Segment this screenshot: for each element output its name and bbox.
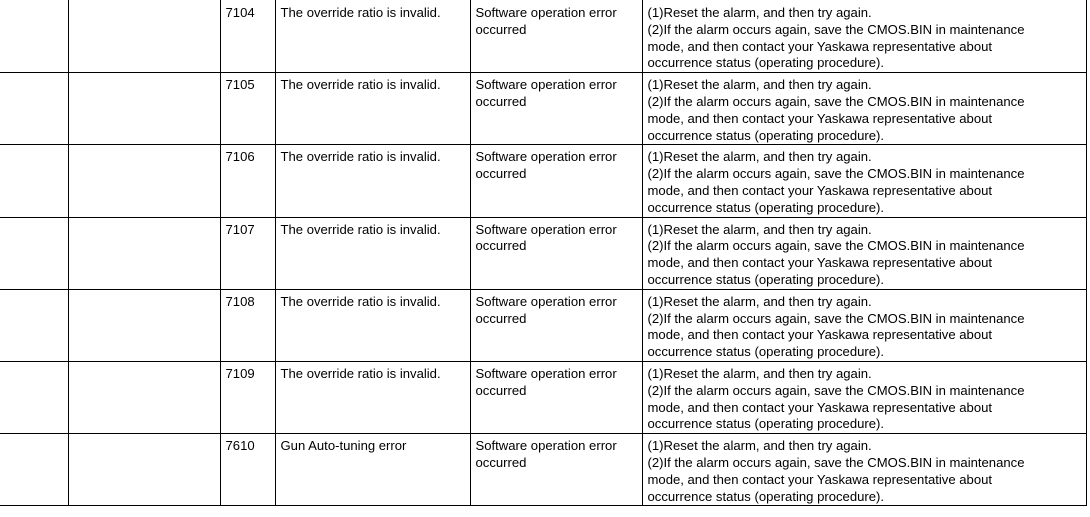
alarm-remedy-cell [642, 434, 1086, 506]
alarm-cause-cell [470, 145, 642, 217]
alarm-message-cell: Gun Auto-tuning error [275, 434, 470, 506]
empty-cell [68, 289, 220, 361]
alarm-remedy-cell [642, 0, 1086, 73]
alarm-message-cell: The override ratio is invalid. [275, 217, 470, 289]
cause-line: Software operation error [475, 5, 617, 20]
empty-cell [0, 289, 68, 361]
remedy-line: (2)If the alarm occurs again, save the CMOS.BIN in maintenance [647, 238, 1025, 254]
remedy-line: (1)Reset the alarm, and then try again. [647, 293, 872, 309]
alarm-remedy-cell [642, 145, 1086, 217]
alarm-message-cell: The override ratio is invalid. [275, 289, 470, 361]
table-row [0, 289, 1086, 361]
empty-cell [68, 73, 220, 145]
cause-line: occurred [475, 382, 527, 398]
remedy-line: mode, and then contact your Yaskawa representative about [647, 399, 993, 415]
empty-cell [68, 217, 220, 289]
cause-line: occurred [475, 166, 527, 182]
empty-cell [0, 361, 68, 433]
remedy-line: mode, and then contact your Yaskawa representative about [647, 255, 993, 271]
alarm-message-cell: The override ratio is invalid. [275, 0, 470, 73]
remedy-line: occurrence status (operating procedure). [647, 199, 885, 215]
alarm-message-cell: The override ratio is invalid. [275, 361, 470, 433]
table-row [0, 361, 1086, 433]
empty-cell [68, 0, 220, 73]
cause-line: Software operation error [475, 221, 617, 237]
alarm-code-cell: 7104 [220, 0, 275, 73]
remedy-line: mode, and then contact your Yaskawa representative about [647, 182, 993, 198]
table-row [0, 217, 1086, 289]
remedy-line: occurrence status (operating procedure). [647, 488, 885, 504]
empty-cell [68, 361, 220, 433]
remedy-line: (1)Reset the alarm, and then try again. [647, 149, 872, 165]
cause-line: occurred [475, 21, 527, 37]
alarm-code-cell: 7107 [220, 217, 275, 289]
alarm-remedy-cell [642, 73, 1086, 145]
alarm-code-cell: 7610 [220, 434, 275, 506]
remedy-line: occurrence status (operating procedure). [647, 271, 885, 287]
alarm-message-cell: The override ratio is invalid. [275, 73, 470, 145]
alarm-cause-cell [470, 361, 642, 433]
alarm-cause-cell [470, 434, 642, 506]
alarm-cause-cell [470, 0, 642, 73]
remedy-line: (2)If the alarm occurs again, save the CMOS.BIN in maintenance [647, 166, 1025, 182]
empty-cell [0, 217, 68, 289]
empty-cell [68, 434, 220, 506]
empty-cell [0, 434, 68, 506]
cause-line: occurred [475, 454, 527, 470]
remedy-line: occurrence status (operating procedure). [647, 127, 885, 143]
cause-line: Software operation error [475, 438, 617, 454]
empty-cell [0, 0, 68, 73]
cause-line: Software operation error [475, 365, 617, 381]
cause-line: occurred [475, 310, 527, 326]
alarm-cause-cell [470, 217, 642, 289]
alarm-remedy-cell [642, 361, 1086, 433]
alarm-code-cell: 7108 [220, 289, 275, 361]
table-row [0, 0, 1086, 73]
remedy-line: (2)If the alarm occurs again, save the CMOS.BIN in maintenance [647, 21, 1025, 37]
remedy-line: mode, and then contact your Yaskawa representative about [647, 327, 993, 343]
alarm-message-cell: The override ratio is invalid. [275, 145, 470, 217]
remedy-line: (1)Reset the alarm, and then try again. [647, 5, 872, 20]
empty-cell [0, 73, 68, 145]
alarm-remedy-cell [642, 289, 1086, 361]
cause-line: Software operation error [475, 149, 617, 165]
remedy-line: (1)Reset the alarm, and then try again. [647, 221, 872, 237]
cause-line: Software operation error [475, 77, 617, 93]
remedy-line: occurrence status (operating procedure). [647, 416, 885, 432]
alarm-code-cell: 7105 [220, 73, 275, 145]
remedy-line: occurrence status (operating procedure). [647, 344, 885, 360]
table-row [0, 434, 1086, 506]
cause-line: occurred [475, 238, 527, 254]
remedy-line: (2)If the alarm occurs again, save the CMOS.BIN in maintenance [647, 454, 1025, 470]
remedy-line: mode, and then contact your Yaskawa representative about [647, 110, 993, 126]
empty-cell [68, 145, 220, 217]
remedy-line: (1)Reset the alarm, and then try again. [647, 438, 872, 454]
remedy-line: occurrence status (operating procedure). [647, 55, 885, 71]
alarm-code-cell: 7106 [220, 145, 275, 217]
cause-line: Software operation error [475, 293, 617, 309]
alarm-code-cell: 7109 [220, 361, 275, 433]
remedy-line: (2)If the alarm occurs again, save the CMOS.BIN in maintenance [647, 310, 1025, 326]
table-row [0, 73, 1086, 145]
alarm-remedy-cell [642, 217, 1086, 289]
alarm-cause-cell [470, 73, 642, 145]
remedy-line: mode, and then contact your Yaskawa representative about [647, 38, 993, 54]
remedy-line: (1)Reset the alarm, and then try again. [647, 365, 872, 381]
empty-cell [0, 145, 68, 217]
table-row [0, 145, 1086, 217]
remedy-line: (2)If the alarm occurs again, save the CMOS.BIN in maintenance [647, 93, 1025, 109]
cause-line: occurred [475, 93, 527, 109]
alarm-cause-cell [470, 289, 642, 361]
remedy-line: (2)If the alarm occurs again, save the CMOS.BIN in maintenance [647, 382, 1025, 398]
remedy-line: (1)Reset the alarm, and then try again. [647, 77, 872, 93]
remedy-line: mode, and then contact your Yaskawa representative about [647, 471, 993, 487]
